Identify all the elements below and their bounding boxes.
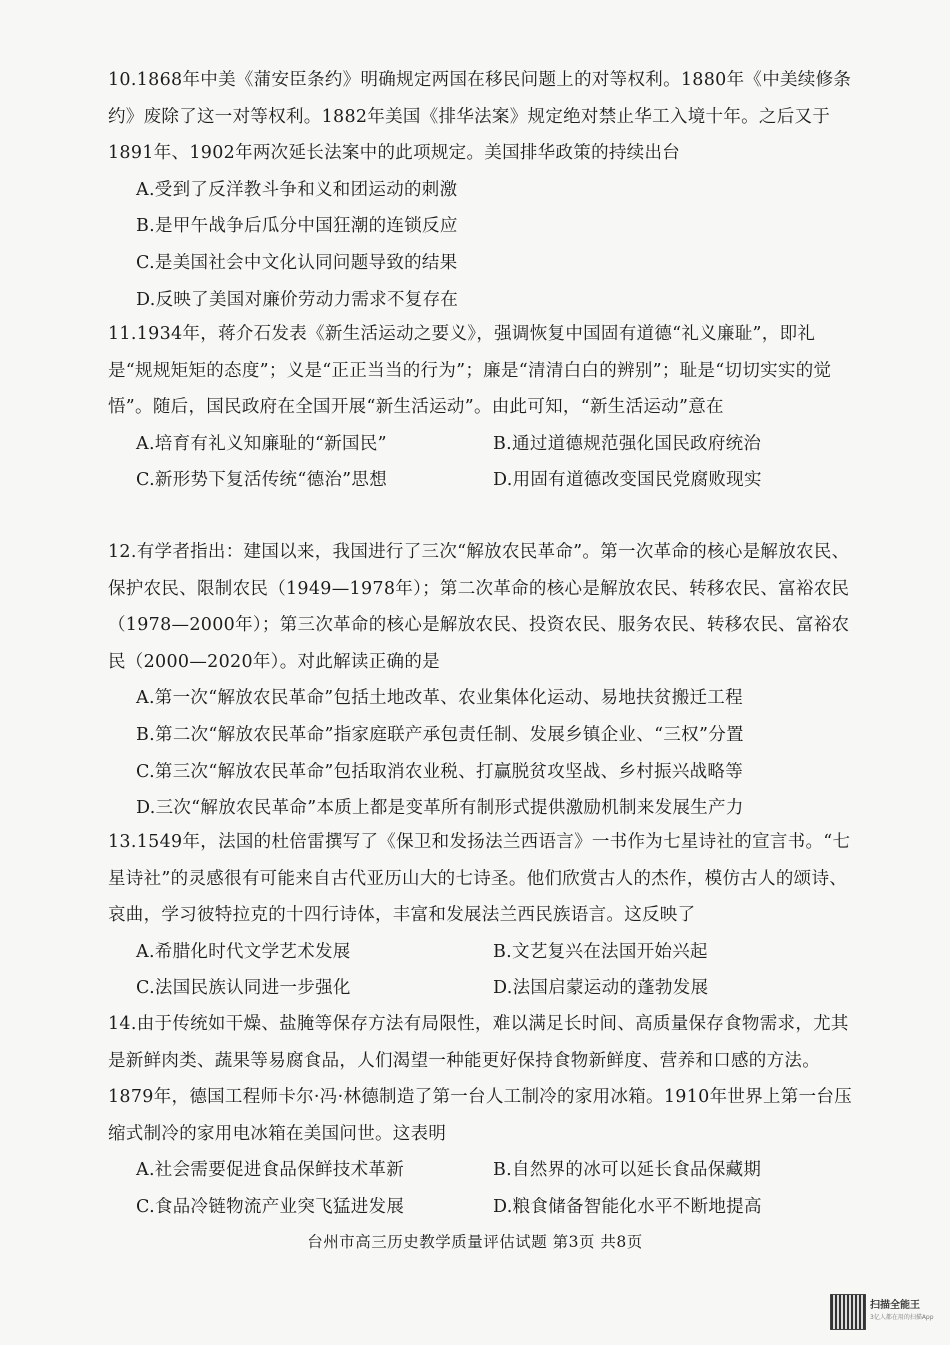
scanner-brand-name: 扫描全能王	[870, 1300, 920, 1311]
option-list	[136, 172, 858, 318]
question-12	[108, 534, 858, 827]
question-stem: 10.1868年中美《蒲安臣条约》明确规定两国在移民问题上的对等权利。1880年《中美续修条约》废除了这一对等权利。1882年美国《排华法案》规定绝对禁止华工入境十年。之后又于1891年、1902年两次延长法案中的此项规定。美国排华政策的持续出台	[108, 70, 852, 164]
question-stem: 12.有学者指出：建国以来，我国进行了三次“解放农民革命”。第一次革命的核心是解放农民、保护农民、限制农民（1949—1978年）；第二次革命的核心是解放农民、转移农民、富裕农民（1978—2000年）；第三次革命的核心是解放农民、投资农民、服务农民、转移农民、富裕农民（2000—2020年）。对此解读正确的是	[108, 542, 850, 672]
option-b: B.自然界的冰可以延长食品保藏期	[493, 1160, 762, 1181]
option-row	[136, 934, 858, 971]
page-footer: 台州市高三历史教学质量评估试题 第3页 共8页	[307, 1233, 643, 1251]
option-c: C.第三次“解放农民革命”包括取消农业税、打赢脱贫攻坚战、乡村振兴战略等	[136, 761, 744, 782]
scanner-brand-tagline: 3亿人都在用的扫描App	[870, 1314, 934, 1321]
option-a: A.培育有礼义知廉耻的“新国民”	[136, 433, 387, 454]
scanner-brand	[870, 1300, 934, 1324]
option-row	[136, 426, 858, 463]
question-11	[108, 316, 858, 499]
option-b: B.第二次“解放农民革命”指家庭联产承包责任制、发展乡镇企业、“三权”分置	[136, 724, 744, 745]
question-13	[108, 824, 858, 1007]
scanner-watermark	[830, 1292, 938, 1332]
option-row	[136, 462, 858, 499]
option-b: B.是甲午战争后瓜分中国狂潮的连锁反应	[136, 216, 458, 237]
option-list	[136, 1152, 858, 1225]
question-stem: 13.1549年，法国的杜倍雷撰写了《保卫和发扬法兰西语言》一书作为七星诗社的宣言书。“七星诗社”的灵感很有可能来自古代亚历山大的七诗圣。他们欣赏古人的杰作，模仿古人的颂诗、哀曲，学习彼特拉克的十四行诗体，丰富和发展法兰西民族语言。这反映了	[108, 832, 851, 926]
option-b: B.通过道德规范强化国民政府统治	[493, 433, 762, 454]
question-stem: 14.由于传统如干燥、盐腌等保存方法有局限性，难以满足长时间、高质量保存食物需求，尤其是新鲜肉类、蔬果等易腐食品，人们渴望一种能更好保持食物新鲜度、营养和口感的方法。1879年，德国工程师卡尔·冯·林德制造了第一台人工制冷的家用冰箱。1910年世界上第一台压缩式制冷的家用电冰箱在美国问世。这表明	[108, 1014, 852, 1144]
option-c: C.新形势下复活传统“德治”思想	[136, 470, 388, 491]
option-row	[136, 970, 858, 1007]
option-d: D.用固有道德改变国民党腐败现实	[493, 470, 762, 491]
option-a: A.第一次“解放农民革命”包括土地改革、农业集体化运动、易地扶贫搬迁工程	[136, 688, 743, 709]
option-c: C.法国民族认同进一步强化	[136, 978, 351, 999]
option-list	[136, 680, 858, 826]
option-b: B.文艺复兴在法国开始兴起	[493, 941, 708, 962]
option-row	[136, 1152, 858, 1189]
option-a: A.社会需要促进食品保鲜技术革新	[136, 1160, 404, 1181]
option-d: D.三次“解放农民革命”本质上都是变革所有制形式提供激励机制来发展生产力	[136, 798, 744, 819]
option-list	[136, 426, 858, 499]
option-row	[136, 1189, 858, 1226]
option-list	[136, 934, 858, 1007]
option-a: A.希腊化时代文学艺术发展	[136, 941, 351, 962]
option-a: A.受到了反洋教斗争和义和团运动的刺激	[136, 179, 458, 200]
option-d: D.粮食储备智能化水平不断地提高	[493, 1196, 762, 1217]
option-c: C.食品冷链物流产业突飞猛进发展	[136, 1196, 405, 1217]
question-10	[108, 62, 858, 318]
option-d: D.法国启蒙运动的蓬勃发展	[493, 978, 709, 999]
question-14	[108, 1006, 858, 1226]
option-c: C.是美国社会中文化认同问题导致的结果	[136, 252, 458, 273]
option-d: D.反映了美国对廉价劳动力需求不复存在	[136, 289, 459, 310]
qr-code-icon	[830, 1294, 866, 1330]
question-stem: 11.1934年，蒋介石发表《新生活运动之要义》，强调恢复中国固有道德“礼义廉耻”，即礼是“规规矩矩的态度”；义是“正正当当的行为”；廉是“清清白白的辨别”；耻是“切切实实的觉悟”。随后，国民政府在全国开展“新生活运动”。由此可知，“新生活运动”意在	[108, 324, 832, 418]
